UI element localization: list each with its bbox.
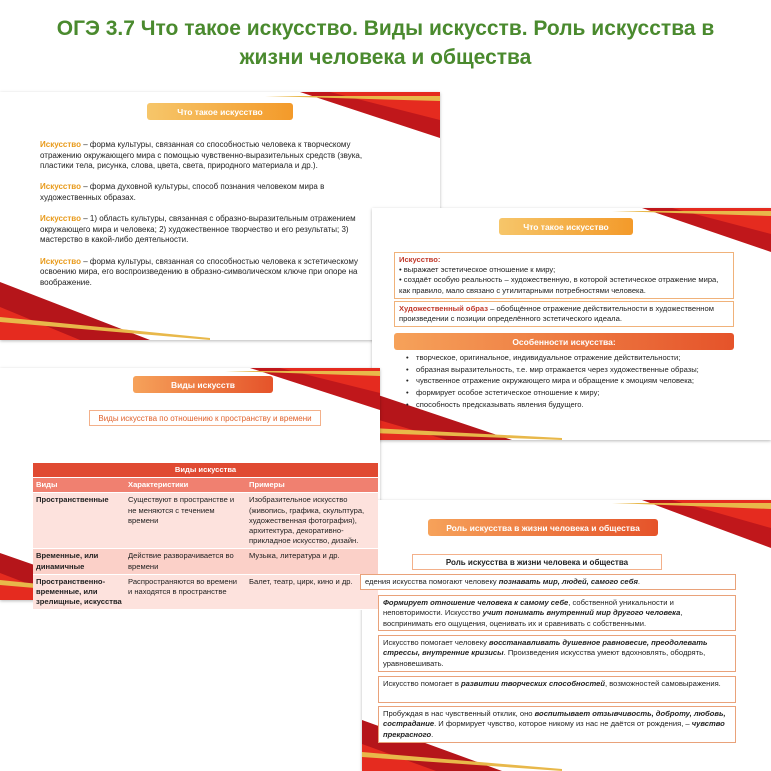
column-header: Виды: [33, 478, 125, 493]
features-header: Особенности искусства:: [394, 333, 734, 350]
emphasis: познавать мир, людей, самого себя: [498, 577, 638, 586]
column-header: Примеры: [246, 478, 378, 493]
definition-2: [40, 182, 375, 203]
slide-what-is-art-2: [372, 208, 771, 440]
text: Искусство помогает человеку: [383, 638, 490, 647]
table-cell: Балет, театр, цирк, кино и др.: [246, 574, 378, 610]
slide-header: Что такое искусство: [499, 218, 633, 235]
table-cell: Действие разворачивается во времени: [125, 549, 246, 574]
definition-3: [40, 214, 375, 246]
text: , собственной уникальности и неповторимости. Искусство: [383, 598, 674, 618]
slide-header: Что такое искусство: [147, 103, 293, 120]
text: , возможностей самовыражения.: [605, 679, 721, 688]
role-item: [378, 676, 736, 703]
role-item: [360, 574, 736, 590]
emphasis: учит понимать внутренний мир другого человека: [482, 608, 681, 618]
slide-role-of-art: [362, 500, 771, 771]
role-item: [378, 706, 736, 743]
list-item: • чувственное отражение окружающего мира и обращение к эмоциям человека;: [406, 375, 736, 387]
emphasis: развитии творческих способностей: [461, 679, 606, 688]
box-title: Искусство:: [399, 255, 441, 264]
definition-text: – форма культуры, связанная со способностью человека к эстетическому освоению мира, его воспроизведению в образно-символическом ключе при опоре на воображение.: [40, 256, 358, 287]
emphasis: воспитывает отзывчивость, доброту, любовь, сострадание: [383, 709, 726, 729]
box-item: • выражает эстетическое отношение к миру;: [399, 265, 556, 275]
term: Искусство: [40, 140, 81, 149]
list-item: • творческое, оригинальное, индивидуальное отражение действительности;: [406, 352, 736, 364]
artistic-image-box: [394, 301, 734, 327]
list-item: • способность предсказывать явления будущего.: [406, 399, 736, 411]
table-cell: Временные, или динамичные: [33, 549, 125, 574]
table-cell: Изобразительное искусство (живопись, графика, скульптура, художественная фотография), архитектура, декоративно-прикладное искусство, дизайн.: [246, 493, 378, 549]
emphasis: восстанавливать душевное равновесие, преодолевать стрессы, внутренние кризисы: [383, 638, 708, 658]
table-row: [33, 574, 378, 610]
term: Искусство: [40, 182, 81, 192]
definition-4: [40, 257, 375, 289]
column-header: Характеристики: [125, 478, 246, 493]
text: едения искусства помогают человеку: [365, 577, 499, 586]
term: Художественный образ: [399, 304, 488, 313]
term: Искусство: [40, 256, 81, 266]
kinds-table: [33, 463, 378, 610]
page-title: ОГЭ 3.7 Что такое искусство. Виды искусств. Роль искусства в жизни человека и общества: [56, 17, 715, 69]
table-caption: Виды искусства: [33, 463, 378, 478]
table-row: [33, 493, 378, 549]
slide-header: Виды искусств: [133, 376, 273, 393]
table-cell: Распространяются во времени и находятся в пространстве: [125, 574, 246, 610]
term: Искусство: [40, 214, 81, 224]
features-list: [406, 352, 736, 411]
text: .: [637, 577, 641, 586]
art-features-box: [394, 252, 734, 299]
table-cell: Пространственно-временные, или зрелищные, искусства: [33, 574, 125, 610]
list-item: • образная выразительность, т.е. мир отражается через художественные образы;: [406, 364, 736, 376]
text: . Произведения искусства умеют вдохновлять, ободрять, уравновешивать.: [383, 648, 706, 668]
box-item: • создаёт особую реальность – художественную, в которой эстетическое отражение мира, как правило, мало связано с утилитарными потребностями человека.: [399, 275, 719, 295]
definition-text: – форма духовной культуры, способ познания человеком мира в художественных образах.: [40, 182, 325, 202]
definition-text: – 1) область культуры, связанная с образно-выразительным отражением окружающего мира и человека; 2) художественное творчество и его результаты; 3) мастерство в какой-либо деятельности.: [40, 214, 356, 245]
table-cell: Музыка, литература и др.: [246, 549, 378, 574]
emphasis: чувство прекрасного: [383, 719, 725, 739]
list-item: • формирует особое эстетическое отношение к миру;: [406, 387, 736, 399]
text: Пробуждая в нас чувственный отклик, оно: [383, 709, 535, 718]
slide-kinds-of-art: [0, 368, 380, 607]
table-cell: Пространственные: [33, 493, 125, 549]
definition-1: [40, 140, 375, 172]
table-row: [33, 549, 378, 574]
definition-text: – форма культуры, связанная со способностью человека к творческому отражению окружающего мира с помощью чувственно-выразительных средств (звука, пластики тела, рисунка, слова, цвета, света, природного материала и др.).: [40, 140, 363, 171]
table-cell: Существуют в пространстве и не меняются с течением времени: [125, 493, 246, 549]
role-item: [378, 595, 736, 631]
slide-subheader: Роль искусства в жизни человека и общества: [412, 554, 662, 570]
text: .: [431, 729, 434, 739]
text: , воспринимать его ощущения, оценивать их и сравнивать с собственными.: [383, 608, 683, 628]
role-item: [378, 635, 736, 672]
emphasis: Формирует отношение человека к самому себе: [383, 598, 569, 607]
slide-header: Роль искусства в жизни человека и общества: [428, 519, 658, 536]
slide-subheader: Виды искусства по отношению к пространству и времени: [89, 410, 321, 426]
text: . И формирует чувство, которое никому из нас не даётся от рождения, –: [434, 719, 692, 729]
definitions: [40, 140, 375, 299]
definition-text: – обобщённое отражение действительности в художественном произведении с позиции определённого эстетического идеала.: [399, 304, 714, 324]
text: Искусство помогает в: [383, 679, 462, 688]
